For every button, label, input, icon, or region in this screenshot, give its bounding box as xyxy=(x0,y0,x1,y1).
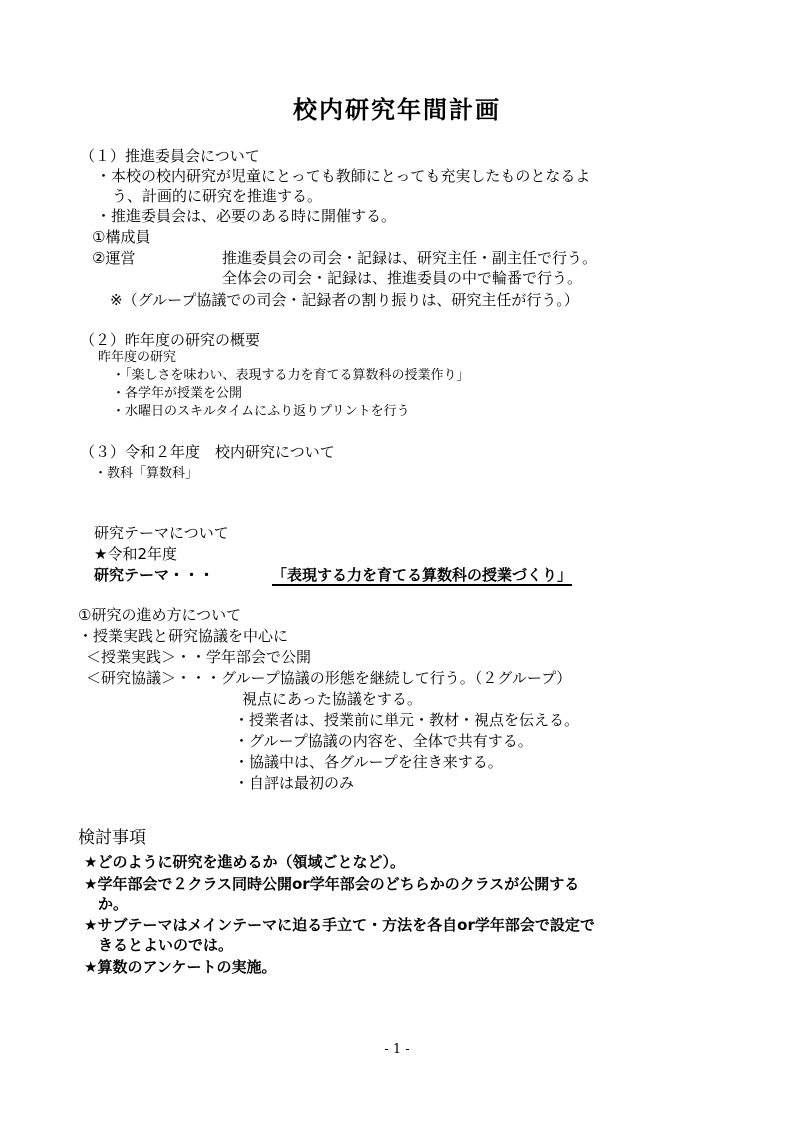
page-number: - 1 - xyxy=(384,1042,410,1057)
section-3-subject: ・教科「算数科」 xyxy=(94,466,199,481)
section-1-bullet-2: ・推進委員会は、必要のある時に開催する。 xyxy=(96,207,397,225)
review-heading: 検討事項 xyxy=(78,828,146,848)
theme-label: 研究テーマについて xyxy=(94,524,229,542)
method-line: ・授業実践と研究協議を中心に xyxy=(78,627,289,645)
review-item-cont: きるとよいのでは。 xyxy=(98,936,234,954)
method-line: ・グループ協議の内容を、全体で共有する。 xyxy=(234,732,533,750)
page-title: 校内研究年間計画 xyxy=(293,96,501,124)
section-1-bullet-1-cont: う、計画的に研究を推進する。 xyxy=(112,187,323,205)
review-item: ★学年部会で２クラス同時公開or学年部会のどちらかのクラスが公開する xyxy=(84,875,580,893)
section-2-subheading: 昨年度の研究 xyxy=(98,350,177,365)
section-2-heading: （２）昨年度の研究の概要 xyxy=(80,331,261,349)
section-1-note: ※（グループ協議での司会・記録者の割り振りは、研究主任が行う。） xyxy=(110,291,579,309)
method-line: 視点にあった協議をする。 xyxy=(242,690,422,708)
list-item: ・水曜日のスキルタイムにふり返りプリントを行う xyxy=(112,404,410,419)
method-line: ・協議中は、各グループを往き来する。 xyxy=(234,753,503,771)
section-1-operation-line-2: 全体会の司会・記録は、推進委員の中で輪番で行う。 xyxy=(222,269,583,287)
list-item: ・「楽しさを味わい、表現する力を育てる算数科の授業作り」 xyxy=(112,368,470,383)
section-1-item-operation: ②運営 xyxy=(92,249,136,267)
theme-prefix: 研究テーマ・・・ xyxy=(94,566,215,584)
review-item-cont: か。 xyxy=(98,895,129,913)
research-theme: 「表現する力を育てる算数科の授業づくり」 xyxy=(272,566,573,584)
method-line: ・授業者は、授業前に単元・教材・視点を伝える。 xyxy=(234,711,580,729)
section-1-item-members: ①構成員 xyxy=(92,228,151,246)
section-1-operation-line-1: 推進委員会の司会・記録は、研究主任・副主任で行う。 xyxy=(222,249,598,267)
section-3-heading: （３）令和２年度 校内研究について xyxy=(80,443,335,461)
review-item: ★算数のアンケートの実施。 xyxy=(84,958,277,976)
method-line: ＜授業実践＞・・学年部会で公開 xyxy=(86,648,312,666)
list-item: ・各学年が授業を公開 xyxy=(112,386,243,401)
theme-year: ★令和2年度 xyxy=(94,545,177,563)
method-heading: ①研究の進め方について xyxy=(78,606,242,624)
method-line: ＜研究協議＞・・・グループ協議の形態を継続して行う。（２グループ） xyxy=(86,669,572,687)
review-item: ★どのように研究を進めるか（領域ごとなど）。 xyxy=(84,853,405,871)
section-1-heading: （１）推進委員会について xyxy=(80,147,260,165)
method-line: ・自評は最初のみ xyxy=(234,774,355,792)
section-1-bullet-1: ・本校の校内研究が児童にとっても教師にとっても充実したものとなるよ xyxy=(96,167,591,185)
review-item: ★サブテーマはメインテーマに迫る手立て・方法を各自or学年部会で設定で xyxy=(84,916,595,934)
